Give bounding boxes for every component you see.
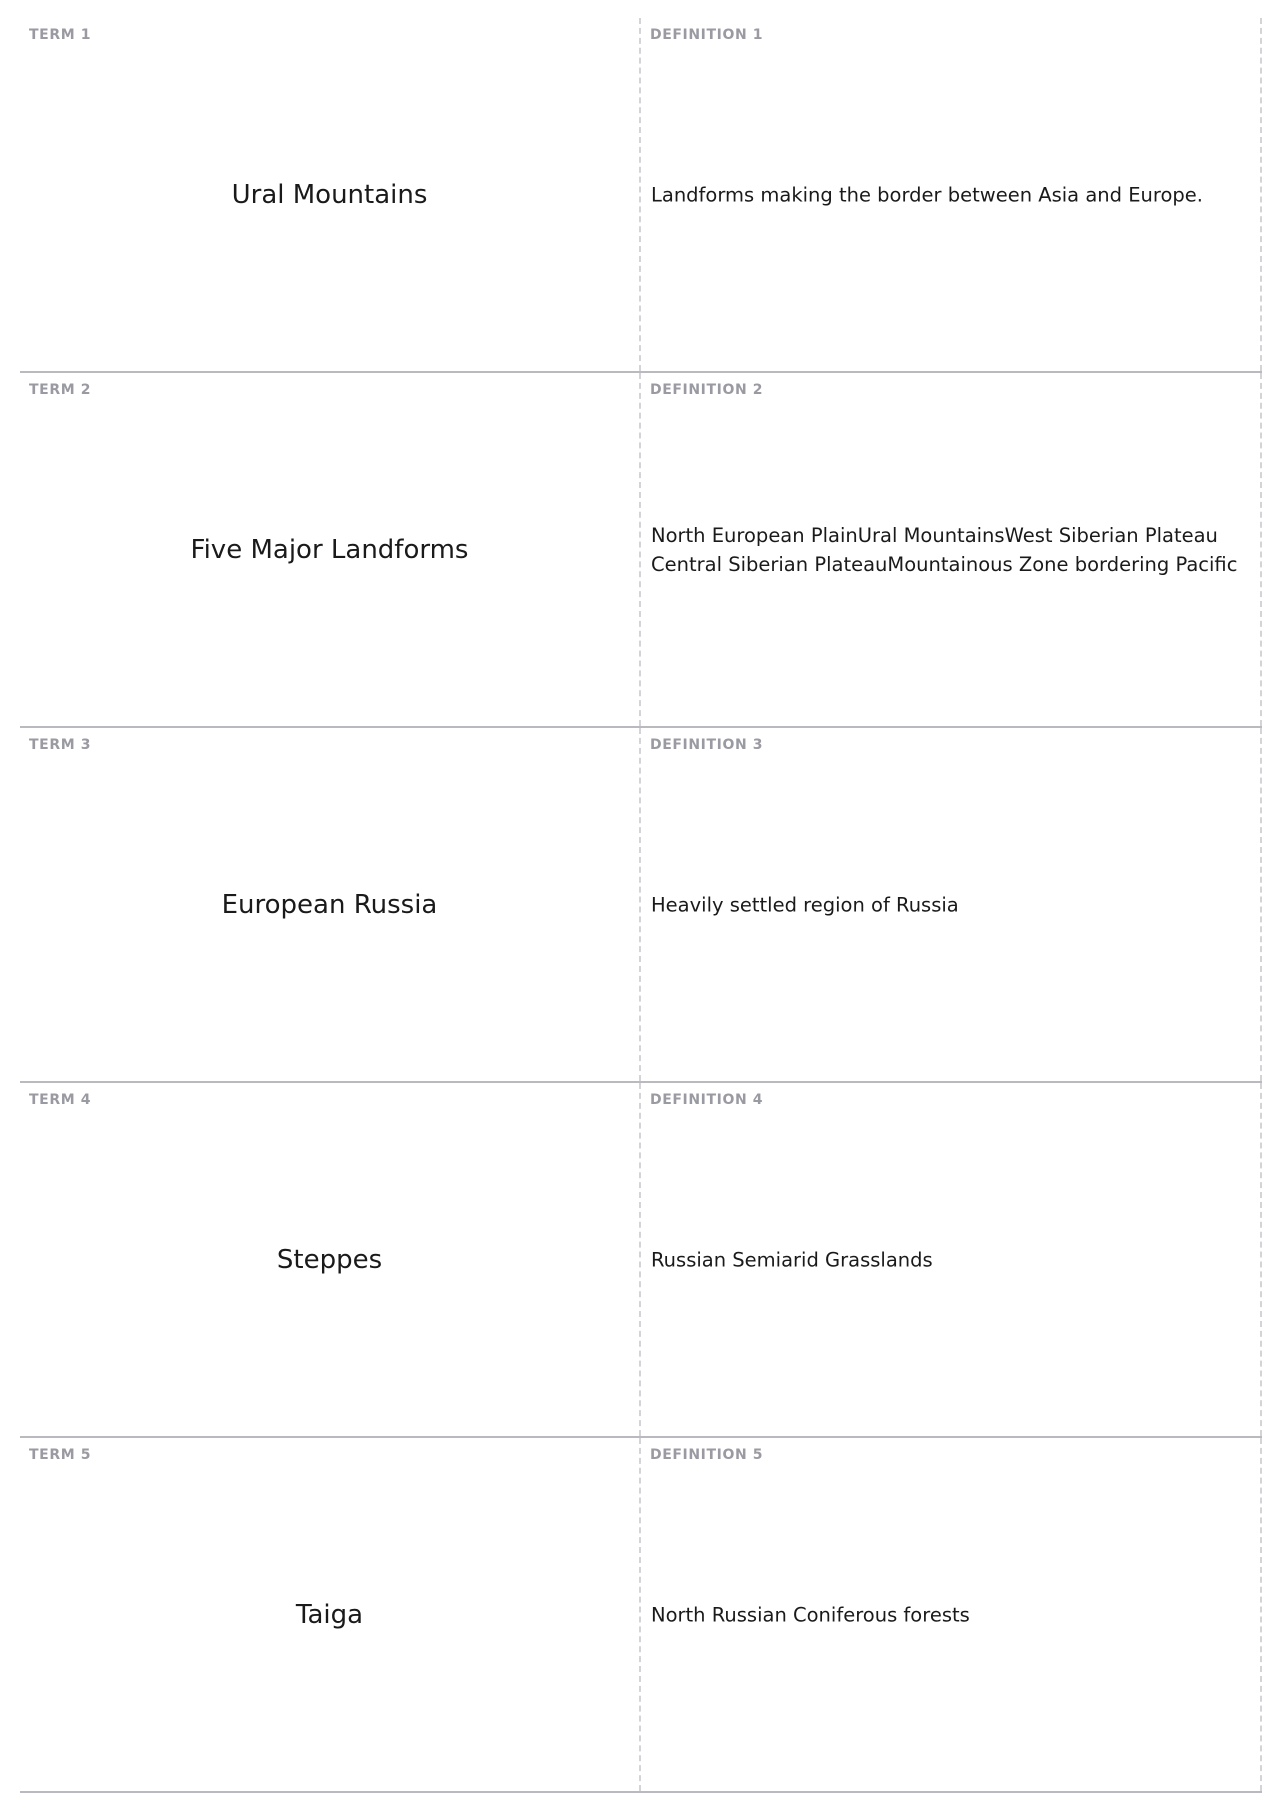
flashcard-row bbox=[20, 1083, 1262, 1438]
flashcard-row bbox=[20, 728, 1262, 1083]
term-cell bbox=[20, 728, 641, 1081]
definition-text: Heavily settled region of Russia bbox=[651, 893, 959, 916]
term-label: TERM 2 bbox=[29, 382, 92, 398]
definition-cell bbox=[641, 728, 1262, 1081]
definition-label: DEFINITION 1 bbox=[650, 27, 764, 43]
definition-label: DEFINITION 5 bbox=[650, 1447, 764, 1463]
definition-text: Russian Semiarid Grasslands bbox=[651, 1248, 933, 1271]
term-text: European Russia bbox=[221, 889, 438, 920]
definition-label: DEFINITION 2 bbox=[650, 382, 764, 398]
definition-label: DEFINITION 4 bbox=[650, 1092, 764, 1108]
definition-cell bbox=[641, 18, 1262, 371]
term-cell bbox=[20, 373, 641, 726]
term-label: TERM 4 bbox=[29, 1092, 92, 1108]
flashcard-row bbox=[20, 18, 1262, 373]
definition-label: DEFINITION 3 bbox=[650, 737, 764, 753]
definition-text: North Russian Coniferous forests bbox=[651, 1603, 970, 1626]
flashcard-row bbox=[20, 373, 1262, 728]
term-cell bbox=[20, 1083, 641, 1436]
definition-text: Landforms making the border between Asia and Europe. bbox=[651, 183, 1203, 206]
term-text: Taiga bbox=[295, 1599, 364, 1630]
definition-cell bbox=[641, 1083, 1262, 1436]
term-text: Steppes bbox=[276, 1244, 383, 1275]
definition-cell bbox=[641, 373, 1262, 726]
definition-text: North European PlainUral MountainsWest Siberian Plateau Central Siberian PlateauMountainous Zone bordering Pacific bbox=[651, 523, 1238, 576]
flashcard-sheet bbox=[20, 18, 1262, 1793]
term-label: TERM 1 bbox=[29, 27, 92, 43]
term-label: TERM 3 bbox=[29, 737, 92, 753]
term-label: TERM 5 bbox=[29, 1447, 92, 1463]
term-text: Ural Mountains bbox=[231, 179, 428, 210]
term-text: Five Major Landforms bbox=[190, 534, 469, 565]
flashcard-row bbox=[20, 1438, 1262, 1793]
term-cell bbox=[20, 18, 641, 371]
term-cell bbox=[20, 1438, 641, 1791]
definition-cell bbox=[641, 1438, 1262, 1791]
